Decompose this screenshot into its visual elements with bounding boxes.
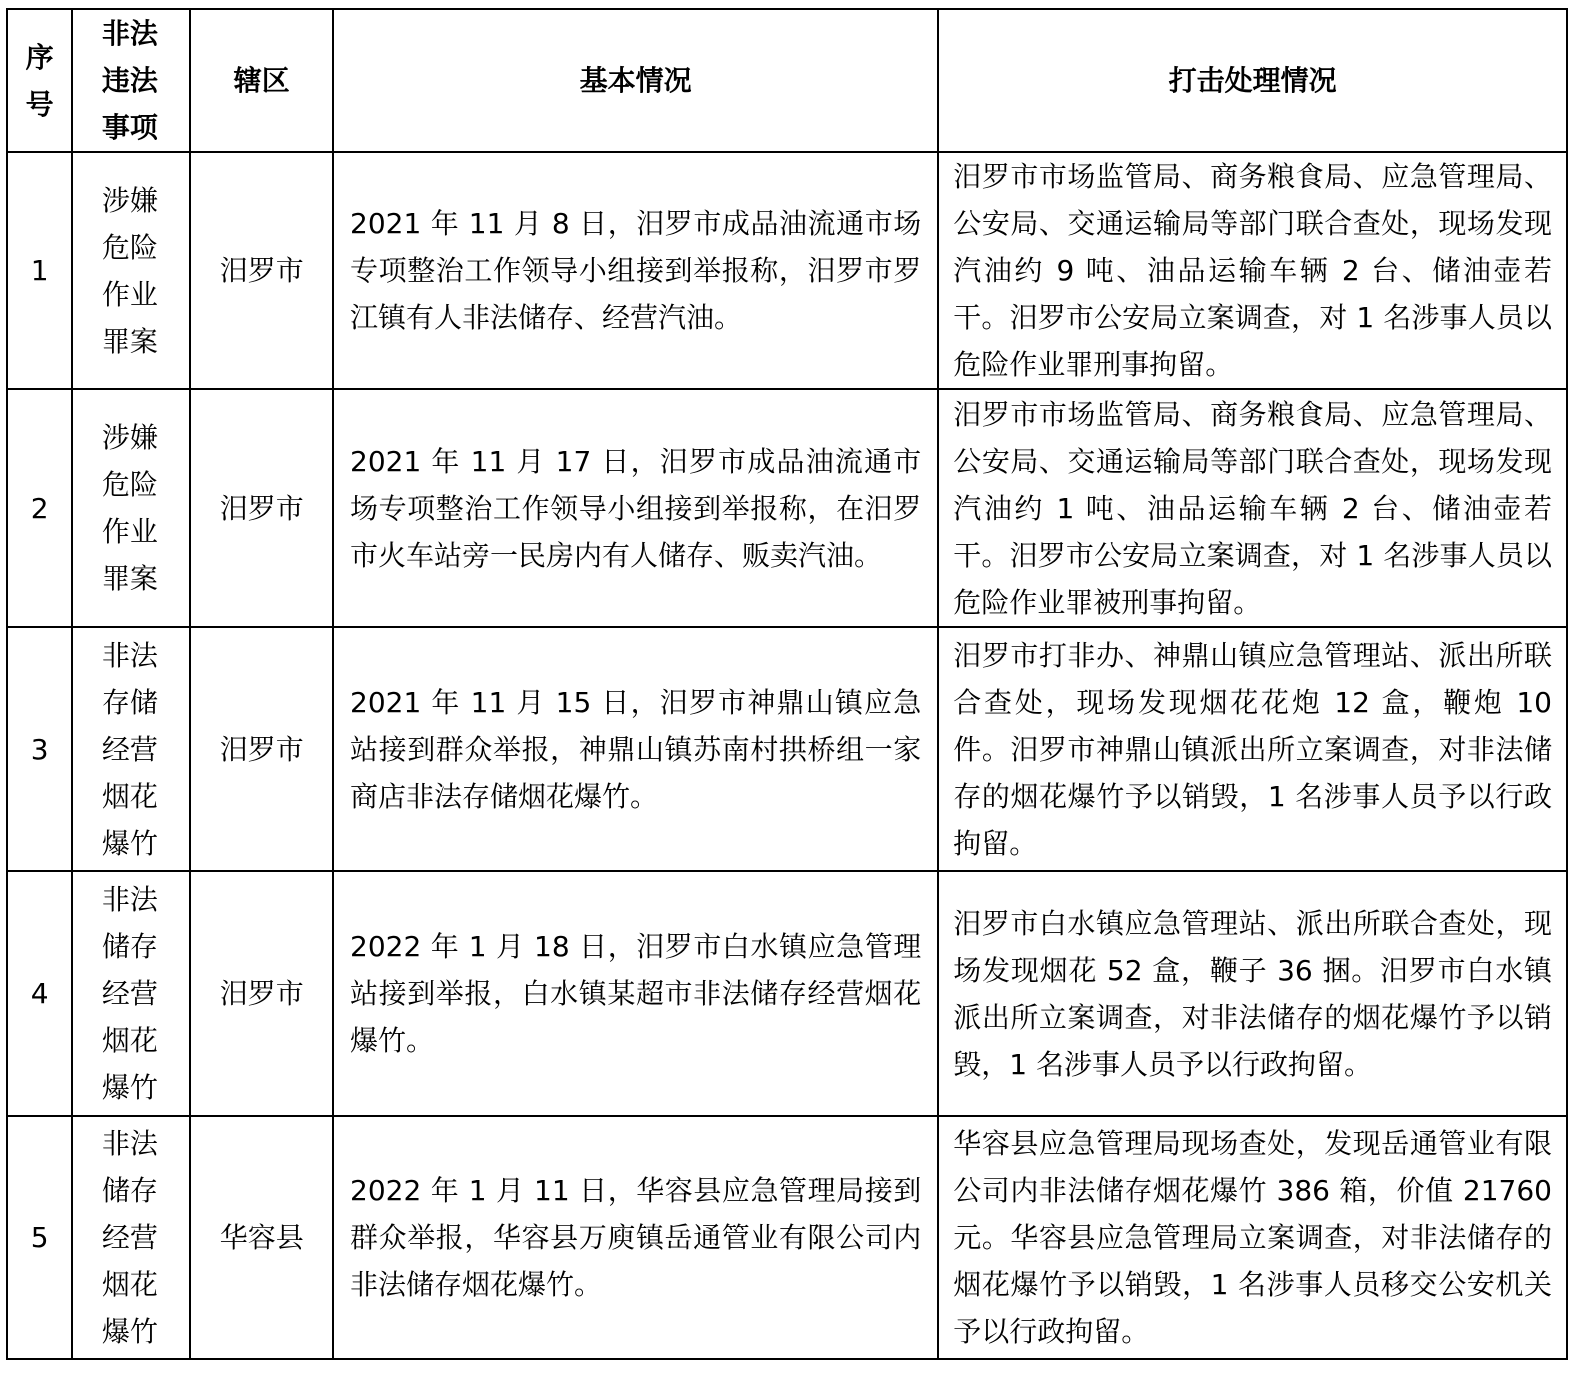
cell-area: 华容县 [190, 1116, 333, 1359]
cell-item: 涉嫌危险作业罪案 [72, 152, 190, 389]
cell-area: 汨罗市 [190, 871, 333, 1116]
cell-result: 汨罗市市场监管局、商务粮食局、应急管理局、公安局、交通运输局等部门联合查处，现场发现汽油约 1 吨、油品运输车辆 2 台、储油壶若干。汨罗市公安局立案调查，对 1 名涉事人员以危险作业罪被刑事拘留。 [938, 389, 1567, 627]
cell-basic: 2022 年 1 月 18 日，汨罗市白水镇应急管理站接到举报，白水镇某超市非法储存经营烟花爆竹。 [333, 871, 938, 1116]
header-no: 序号 [7, 9, 72, 152]
table-row [7, 152, 1567, 389]
header-basic: 基本情况 [333, 9, 938, 152]
cell-area: 汨罗市 [190, 389, 333, 627]
cell-basic: 2021 年 11 月 8 日，汨罗市成品油流通市场专项整治工作领导小组接到举报称，汨罗市罗江镇有人非法储存、经营汽油。 [333, 152, 938, 389]
cell-result: 汨罗市白水镇应急管理站、派出所联合查处，现场发现烟花 52 盒，鞭子 36 捆。汨罗市白水镇派出所立案调查，对非法储存的烟花爆竹予以销毁，1 名涉事人员予以行政拘留。 [938, 871, 1567, 1116]
cell-item: 非法储存经营烟花爆竹 [72, 1116, 190, 1359]
cell-basic: 2021 年 11 月 15 日，汨罗市神鼎山镇应急站接到群众举报，神鼎山镇苏南村拱桥组一家商店非法存储烟花爆竹。 [333, 627, 938, 871]
cell-area: 汨罗市 [190, 627, 333, 871]
cell-basic: 2022 年 1 月 11 日，华容县应急管理局接到群众举报，华容县万庾镇岳通管业有限公司内非法储存烟花爆竹。 [333, 1116, 938, 1359]
table-row [7, 1116, 1567, 1359]
header-item: 非法违法事项 [72, 9, 190, 152]
cell-item: 非法储存经营烟花爆竹 [72, 871, 190, 1116]
cell-no: 5 [7, 1116, 72, 1359]
table-row [7, 871, 1567, 1116]
cell-item: 非法存储经营烟花爆竹 [72, 627, 190, 871]
header-result: 打击处理情况 [938, 9, 1567, 152]
cases-table [6, 8, 1568, 1360]
cell-no: 2 [7, 389, 72, 627]
cell-result: 汨罗市市场监管局、商务粮食局、应急管理局、公安局、交通运输局等部门联合查处，现场发现汽油约 9 吨、油品运输车辆 2 台、储油壶若干。汨罗市公安局立案调查，对 1 名涉事人员以危险作业罪刑事拘留。 [938, 152, 1567, 389]
cell-result: 汨罗市打非办、神鼎山镇应急管理站、派出所联合查处，现场发现烟花花炮 12 盒，鞭炮 10 件。汨罗市神鼎山镇派出所立案调查，对非法储存的烟花爆竹予以销毁，1 名涉事人员予以行政拘留。 [938, 627, 1567, 871]
table-row [7, 389, 1567, 627]
cell-result: 华容县应急管理局现场查处，发现岳通管业有限公司内非法储存烟花爆竹 386 箱，价值 21760 元。华容县应急管理局立案调查，对非法储存的烟花爆竹予以销毁，1 名涉事人员移交公安机关予以行政拘留。 [938, 1116, 1567, 1359]
cell-no: 3 [7, 627, 72, 871]
header-area: 辖区 [190, 9, 333, 152]
header-row [7, 9, 1567, 152]
table-row [7, 627, 1567, 871]
cell-no: 4 [7, 871, 72, 1116]
cell-item: 涉嫌危险作业罪案 [72, 389, 190, 627]
cell-area: 汨罗市 [190, 152, 333, 389]
cell-basic: 2021 年 11 月 17 日，汨罗市成品油流通市场专项整治工作领导小组接到举报称，在汨罗市火车站旁一民房内有人储存、贩卖汽油。 [333, 389, 938, 627]
cell-no: 1 [7, 152, 72, 389]
